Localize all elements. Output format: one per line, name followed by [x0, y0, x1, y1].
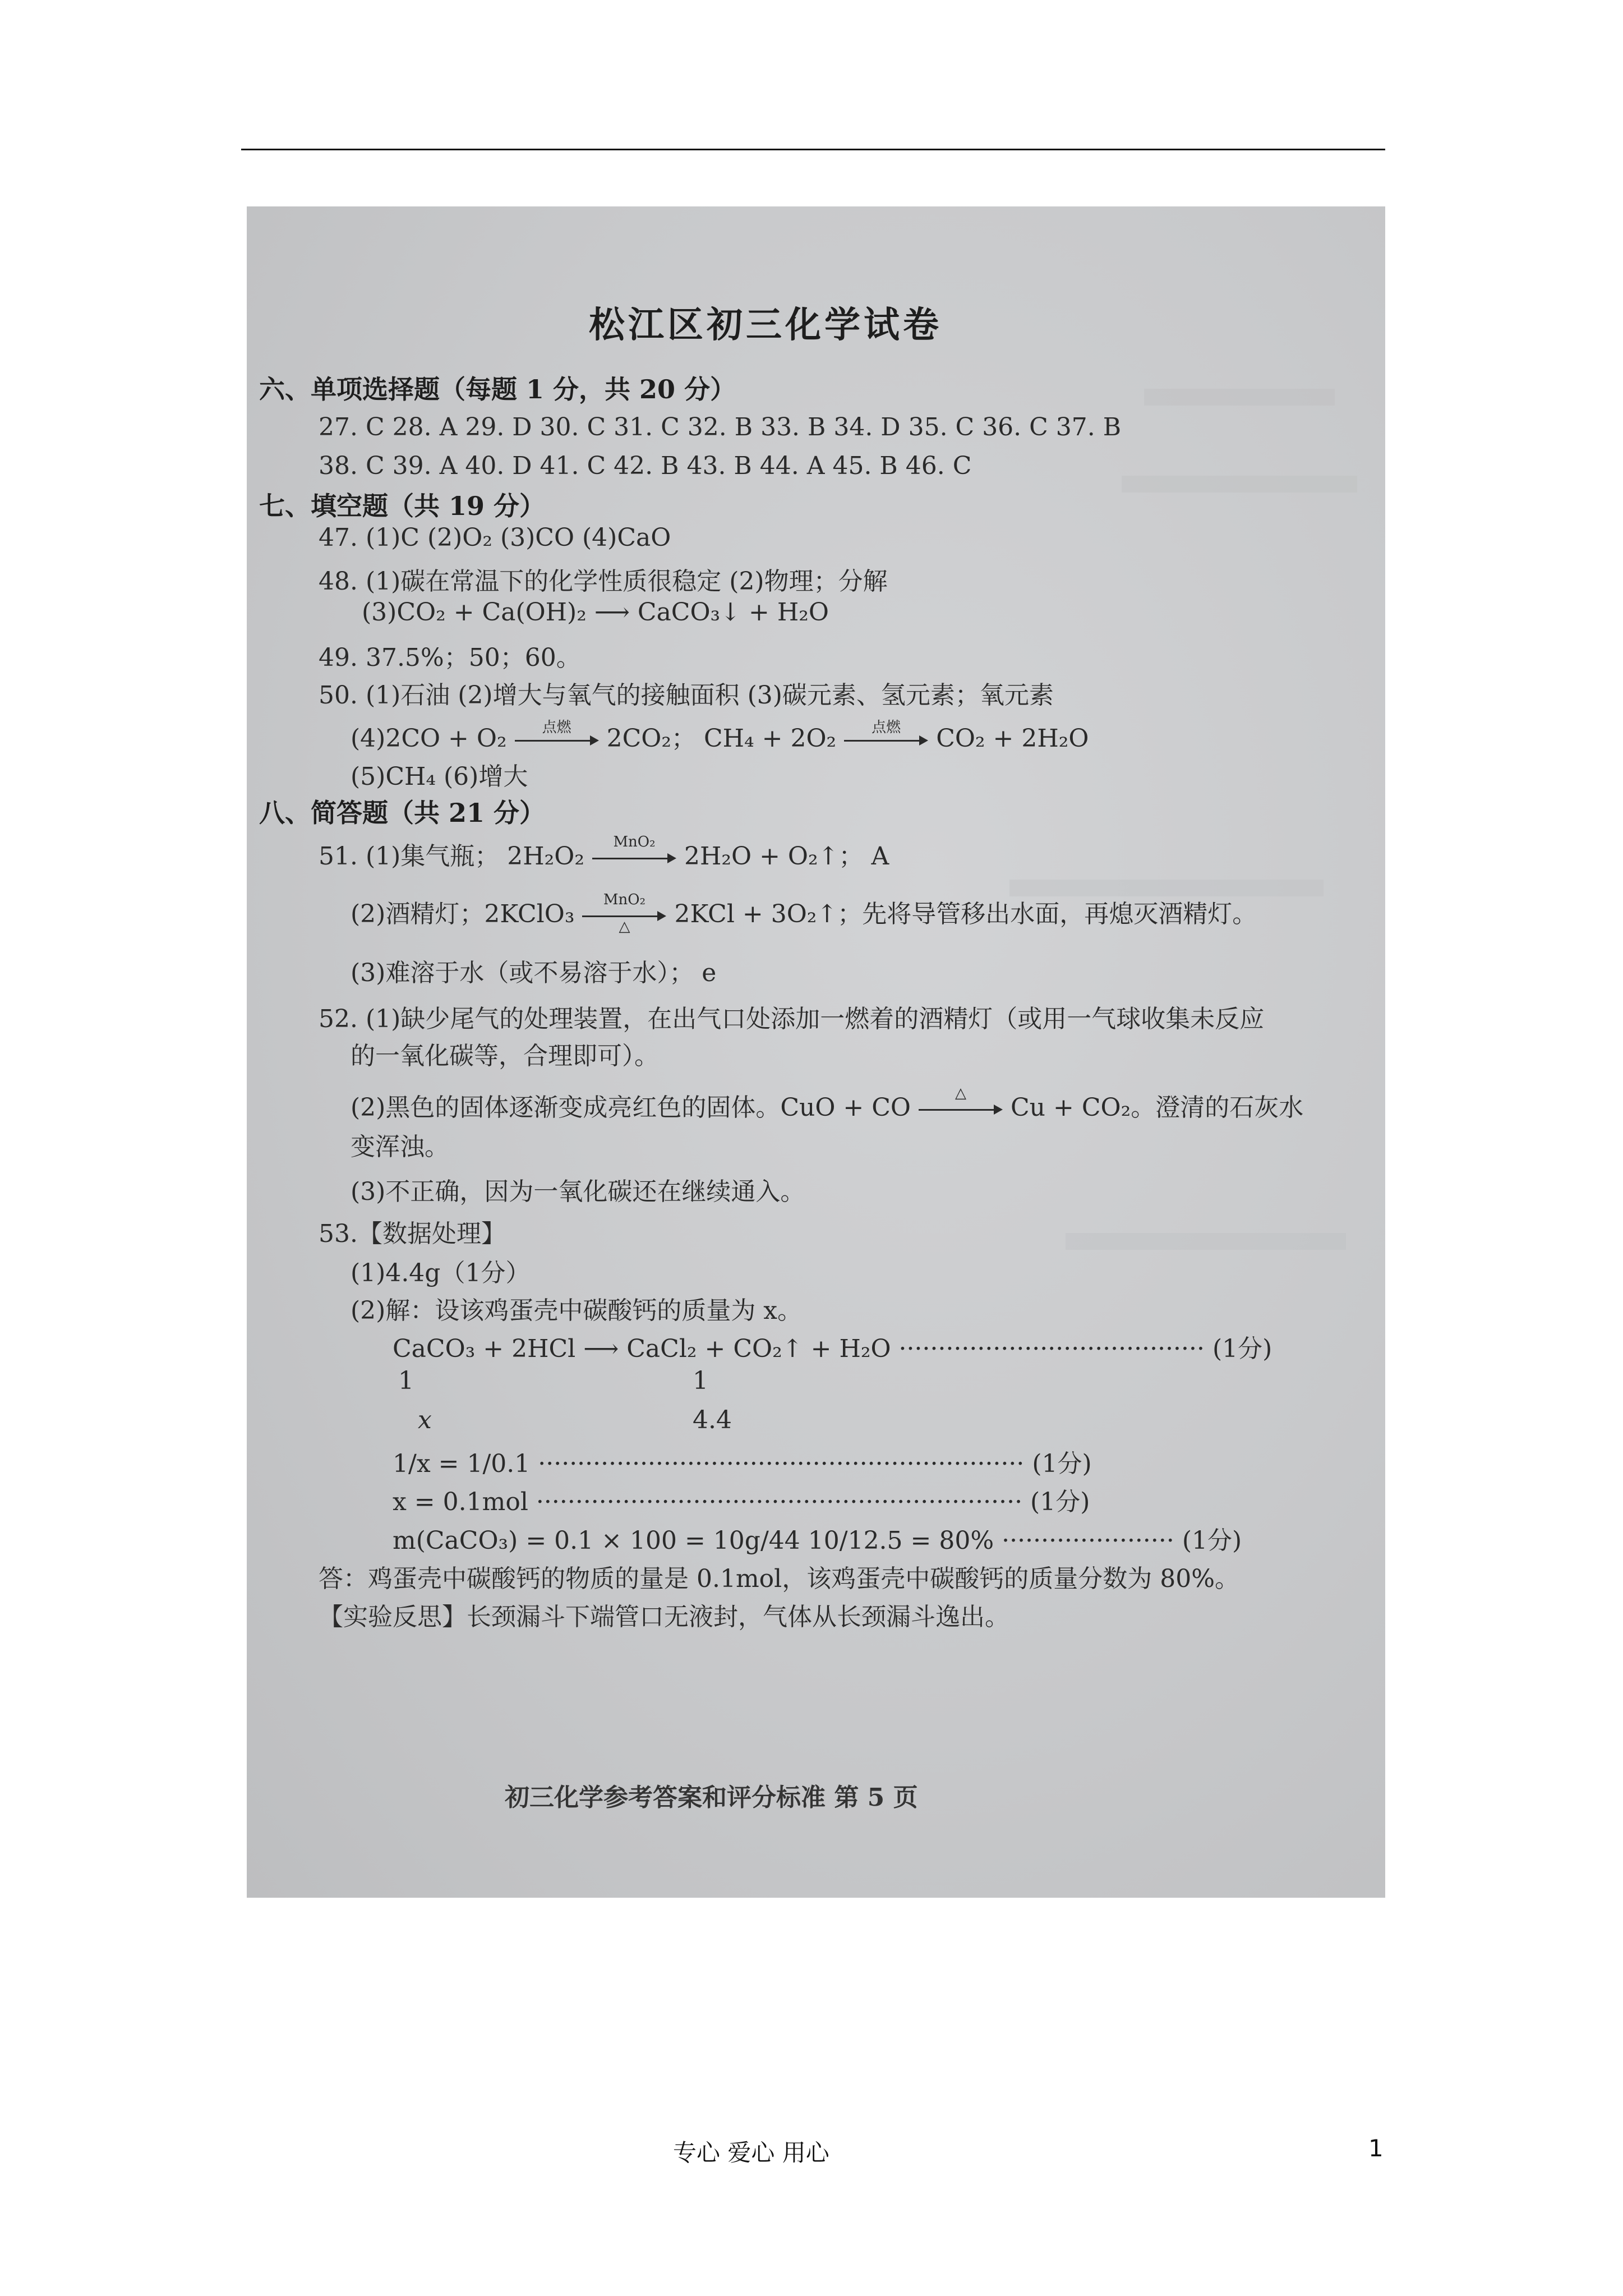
bleed-through-2	[1122, 476, 1357, 493]
q52-line-1: 52. (1)缺少尾气的处理装置，在出气口处添加一燃着的酒精灯（或用一气球收集未反应	[319, 1005, 1265, 1033]
section-7-heading: 七、填空题（共 19 分）	[259, 491, 546, 521]
q52-2-left: (2)黑色的固体逐渐变成亮红色的固体。CuO + CO	[351, 1093, 911, 1122]
condition-label: 点燃	[542, 719, 571, 736]
section-8-heading: 八、简答题（共 21 分）	[259, 798, 546, 828]
header-rule	[241, 149, 1385, 150]
q53-answer: 答：鸡蛋壳中碳酸钙的物质的量是 0.1mol，该鸡蛋壳中碳酸钙的质量分数为 80%。	[319, 1565, 1240, 1593]
q52-line-5: (3)不正确，因为一氧化碳还在继续通入。	[351, 1177, 805, 1206]
catalyst-label: MnO₂	[613, 833, 656, 850]
q51-line-2	[351, 891, 1257, 935]
q52-line-3	[351, 1084, 1304, 1123]
reaction-arrow	[582, 891, 666, 935]
reaction-arrow	[592, 833, 676, 871]
q48-line-2: (3)CO₂ + Ca(OH)₂ ⟶ CaCO₃↓ + H₂O	[362, 598, 829, 627]
reaction-arrow	[515, 719, 599, 753]
q53-heading: 53.【数据处理】	[319, 1220, 506, 1248]
section-6-heading: 六、单项选择题（每题 1 分，共 20 分）	[259, 374, 736, 404]
var-x: x	[418, 1406, 432, 1434]
q53-part-2: (2)解：设该鸡蛋壳中碳酸钙的质量为 x。	[351, 1296, 803, 1325]
heat-label: △	[955, 1084, 966, 1102]
coef-caco3: 1	[398, 1366, 414, 1395]
q49: 49. 37.5%；50；60。	[319, 643, 581, 672]
reaction-arrow	[919, 1084, 1003, 1122]
scan-footer: 初三化学参考答案和评分标准 第 5 页	[505, 1783, 918, 1812]
q47: 47. (1)C (2)O₂ (3)CO (4)CaO	[319, 523, 671, 552]
q51-2-right: 2KCl + 3O₂↑；先将导管移出水面，再熄灭酒精灯。	[674, 900, 1257, 928]
q53-step-1: 1/x = 1/0.1 ······························································ (1分)	[393, 1450, 1092, 1478]
q53-step-3: m(CaCO₃) = 0.1 × 100 = 10g/44 10/12.5 = 80% ······················ (1分)	[393, 1526, 1242, 1555]
q51-1-left: 51. (1)集气瓶； 2H₂O₂	[319, 842, 584, 871]
condition-label: 点燃	[872, 719, 901, 736]
q53-equation: CaCO₃ + 2HCl ⟶ CaCl₂ + CO₂↑ + H₂O ······································· (1分)	[393, 1335, 1272, 1363]
q52-2-right: Cu + CO₂。澄清的石灰水	[1010, 1093, 1304, 1122]
page-number: 1	[1368, 2134, 1384, 2162]
heat-label: △	[619, 918, 630, 935]
q50-eq-2-right: CO₂ + 2H₂O	[936, 724, 1089, 753]
reaction-arrow	[844, 719, 928, 753]
q51-2-left: (2)酒精灯；2KClO₃	[351, 900, 575, 928]
q53-reflection: 【实验反思】长颈漏斗下端管口无液封，气体从长颈漏斗逸出。	[319, 1603, 1009, 1631]
q50-line-2	[351, 718, 1089, 754]
q50-eq-mid: 2CO₂； CH₄ + 2O₂	[606, 724, 837, 753]
q51-1-right: 2H₂O + O₂↑； A	[684, 842, 889, 871]
q51-line-3: (3)难溶于水（或不易溶于水）； e	[351, 959, 717, 987]
section-6-row-1: 27. C 28. A 29. D 30. C 31. C 32. B 33. B 34. D 35. C 36. C 37. B	[319, 413, 1122, 441]
q50-line-1: 50. (1)石油 (2)增大与氧气的接触面积 (3)碳元素、氢元素；氧元素	[319, 681, 1054, 710]
q50-line-3: (5)CH₄ (6)增大	[351, 762, 528, 791]
q48-line-1: 48. (1)碳在常温下的化学性质很稳定 (2)物理；分解	[319, 567, 888, 596]
scanned-answer-sheet	[247, 206, 1385, 1898]
footer-motto: 专心 爱心 用心	[673, 2139, 829, 2166]
page-title: 松江区初三化学试卷	[589, 304, 942, 346]
q50-eq-1-left: (4)2CO + O₂	[351, 724, 507, 753]
q51-line-1	[319, 833, 889, 872]
coef-co2: 1	[693, 1366, 708, 1395]
section-6-row-2: 38. C 39. A 40. D 41. C 42. B 43. B 44. A 45. B 46. C	[319, 452, 972, 480]
catalyst-label: MnO₂	[603, 891, 646, 908]
bleed-through-1	[1144, 389, 1335, 406]
q52-line-4: 变浑浊。	[351, 1133, 449, 1161]
q53-part-1: (1)4.4g（1分）	[351, 1259, 531, 1287]
q52-line-2: 的一氧化碳等，合理即可）。	[351, 1042, 659, 1070]
val-co2: 4.4	[693, 1406, 732, 1434]
q53-step-2: x = 0.1mol ······························································ (1分)	[393, 1488, 1090, 1516]
bleed-through-4	[1066, 1233, 1346, 1250]
